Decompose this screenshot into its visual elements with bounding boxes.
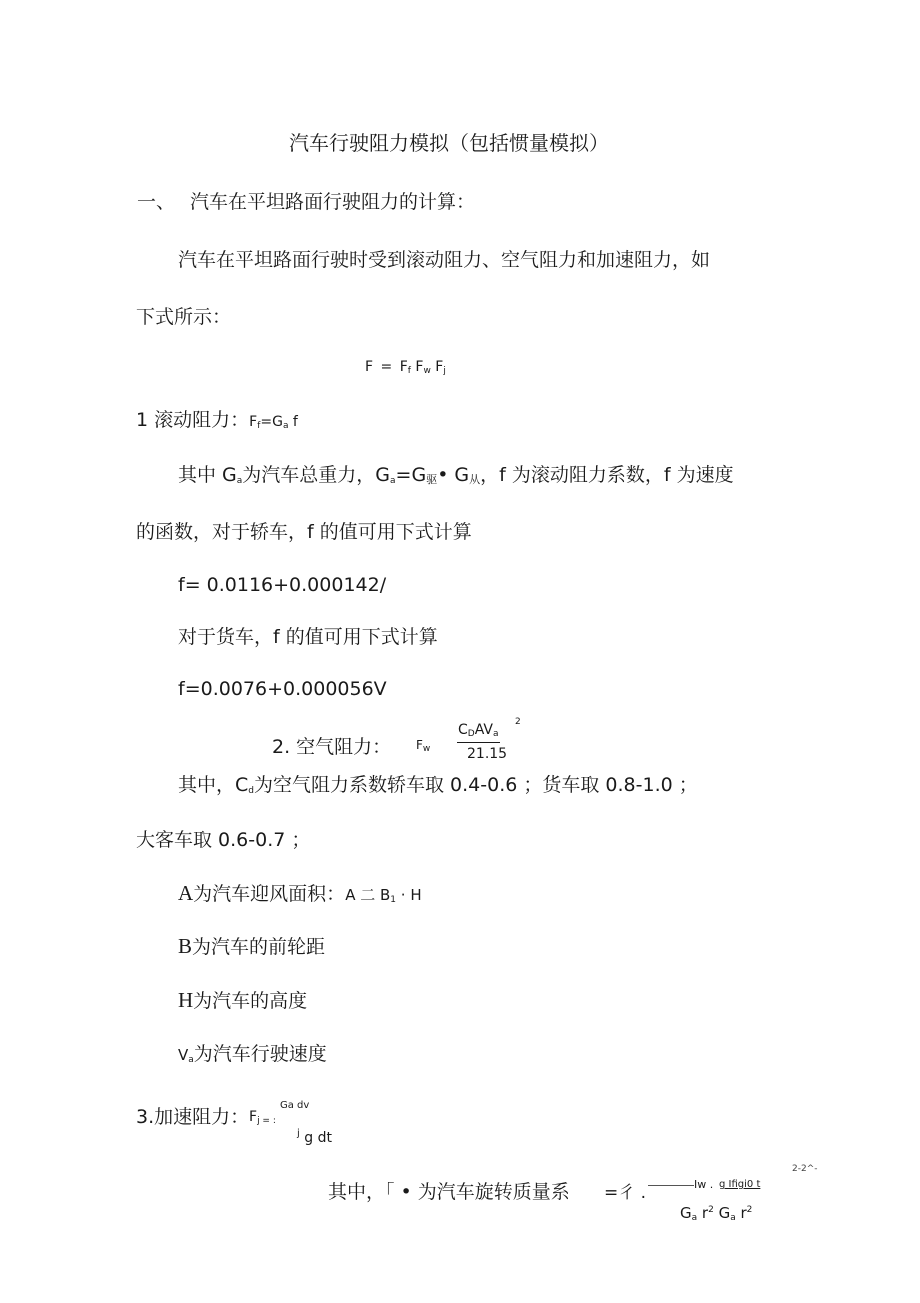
air-resistance-heading: 2. 空气阻力： [272,736,392,758]
section-heading: 汽车在平坦路面行驶阻力的计算： [190,191,476,213]
air-formula-numerator: $C_DAV_a$ [457,722,500,743]
rotating-mass-term1: Iw . [648,1178,713,1192]
truck-rolling-formula: f=0.0076+0.000056V [178,678,387,700]
rolling-resistance-heading: 1 滚动阻力：$F_f=G_a$ f [136,409,298,431]
rotating-mass-eq: =彳 . [604,1183,647,1203]
air-formula-denominator: 21.15 [467,746,508,762]
rotating-mass-term2: g Ifigi0 t [719,1179,761,1190]
rolling-desc-line-2: 的函数，对于轿车，f 的值可用下式计算 [136,521,472,543]
car-rolling-formula: f= 0.0116+0.000142/ [178,574,387,596]
accel-formula-denominator: $^j$ g dt [297,1128,332,1146]
document-title: 汽车行驶阻力模拟（包括惯量模拟） [289,131,609,155]
section-number: 一、 [137,191,176,213]
air-formula-lhs: $F_w$ [416,738,431,754]
air-desc-line-2: 大客车取 0.6-0.7 ； [136,829,311,851]
height-def: H为汽车的高度 [178,988,308,1012]
speed-def: $V_a$为汽车行驶速度 [178,1043,327,1065]
rolling-formula: $F_f=G_a$ f [249,414,298,431]
total-resistance-formula: $F = F_f$ $F_w$ $F_j$ [365,359,446,376]
truck-label: 对于货车，f 的值可用下式计算 [178,626,438,648]
rotating-mass-denominators: $G_a$ $r^2$ $G_a$ $r^2$ [680,1204,753,1223]
air-formula-exponent: 2 [515,717,521,727]
corner-note: 2-2^- [792,1164,818,1174]
rotating-mass-desc: 其中，「 • 为汽车旋转质量系 [328,1181,570,1203]
air-desc-line-1: 其中，$C_d$为空气阻力系数轿车取 0.4-0.6 ；货车取 0.8-1.0 ； [178,774,698,796]
track-width-def: B为汽车的前轮距 [178,934,326,958]
rolling-desc-line-1: 其中 $G_a$为汽车总重力，$G_a=G$驱• G从，f 为滚动阻力系数，f 为速度 [178,464,734,486]
intro-line-2: 下式所示： [136,306,232,328]
accel-formula-numerator: Ga dv [280,1100,310,1111]
accel-formula-lhs: $F_{j = :}$ [249,1109,276,1126]
accel-resistance-heading: 3.加速阻力： [136,1106,250,1128]
frontal-area-def: A为汽车迎风面积：A 二 $B_1 \cdot H$ [178,881,422,905]
intro-line-1: 汽车在平坦路面行驶时受到滚动阻力、空气阻力和加速阻力，如 [178,249,711,271]
